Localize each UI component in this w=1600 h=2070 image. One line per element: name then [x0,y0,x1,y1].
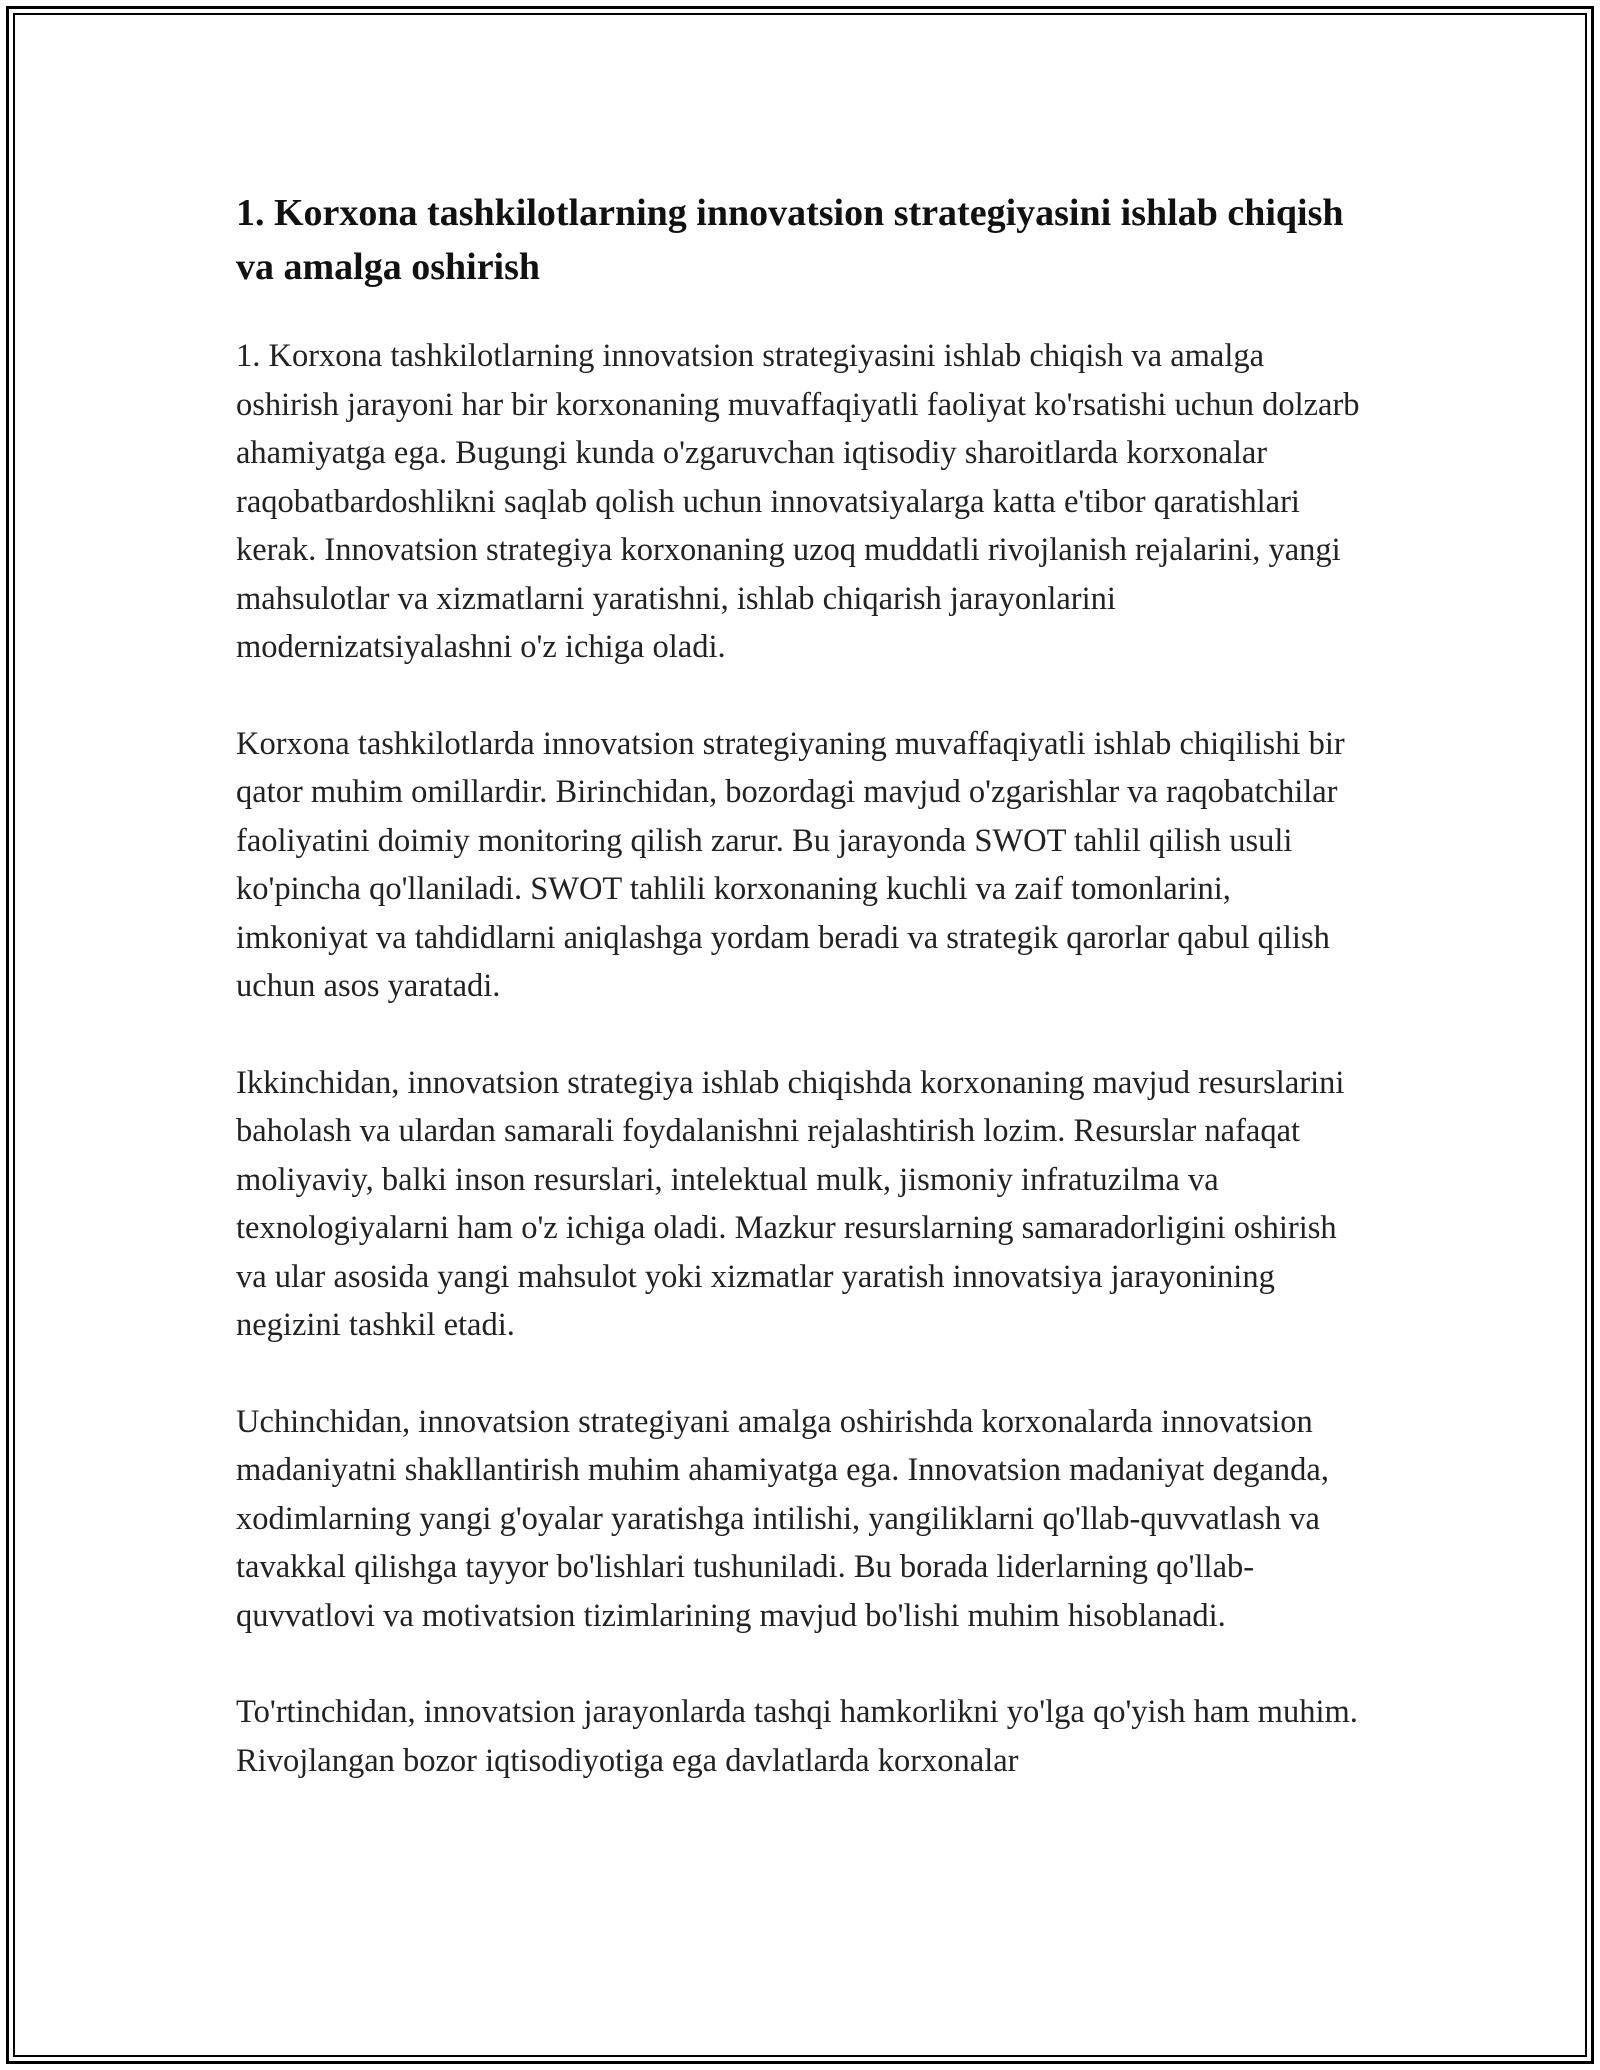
paragraph-intro: 1. Korxona tashkilotlarning innovatsion strategiyasini ishlab chiqish va amalga oshirish jarayoni har bir korxonaning muvaffaqiyatli faoliyat ko'rsatishi uchun dolzarb ahamiyatga ega. Bugungi kunda o'zgaruvchan iqtisodiy sharoitlarda korxonalar raqobatbardoshlikni saqlab qolish uchun innovatsiyalarga katta e'tibor qaratishlari kerak. Innovatsion strategiya korxonaning uzoq muddatli rivojlanish rejalarini, yangi mahsulotlar va xizmatlarni yaratishni, ishlab chiqarish jarayonlarini modernizatsiyalashni o'z ichiga oladi. [236,338,1360,665]
document-body [236,186,1366,1833]
document-heading: 1. Korxona tashkilotlarning innovatsion strategiyasini ishlab chiqish va amalga oshirish [236,192,1344,288]
paragraph-fourth-factor: To'rtinchidan, innovatsion jarayonlarda tashqi hamkorlikni yo'lga qo'yish ham muhim. Rivojlangan bozor iqtisodiyotiga ega davlatlarda korxonalar [236,1694,1358,1779]
paragraph-second-factor: Ikkinchidan, innovatsion strategiya ishlab chiqishda korxonaning mavjud resurslarini baholash va ulardan samarali foydalanishni rejalashtirish lozim. Resurslar nafaqat moliyaviy, balki inson resurslari, intelektual mulk, jismoniy infratuzilma va texnologiyalarni ham o'z ichiga oladi. Mazkur resurslarning samaradorligini oshirish va ular asosida yangi mahsulot yoki xizmatlar yaratish innovatsiya jarayonining negizini tashkil etadi. [236,1064,1345,1343]
paragraph-first-factor: Korxona tashkilotlarda innovatsion strategiyaning muvaffaqiyatli ishlab chiqilishi bir qator muhim omillardir. Birinchidan, bozordagi mavjud o'zgarishlar va raqobatchilar faoliyatini doimiy monitoring qilish zarur. Bu jarayonda SWOT tahlil qilish usuli ko'pincha qo'llaniladi. SWOT tahlili korxonaning kuchli va zaif tomonlarini, imkoniyat va tahdidlarni aniqlashga yordam beradi va strategik qarorlar qabul qilish uchun asos yaratadi. [236,725,1345,1004]
paragraph-third-factor: Uchinchidan, innovatsion strategiyani amalga oshirishda korxonalarda innovatsion madaniyatni shakllantirish muhim ahamiyatga ega. Innovatsion madaniyat deganda, xodimlarning yangi g'oyalar yaratishga intilishi, yangiliklarni qo'llab-quvvatlash va tavakkal qilishga tayyor bo'lishlari tushuniladi. Bu borada liderlarning qo'llab-quvvatlovi va motivatsion tizimlarining mavjud bo'lishi muhim hisoblanadi. [236,1403,1329,1634]
